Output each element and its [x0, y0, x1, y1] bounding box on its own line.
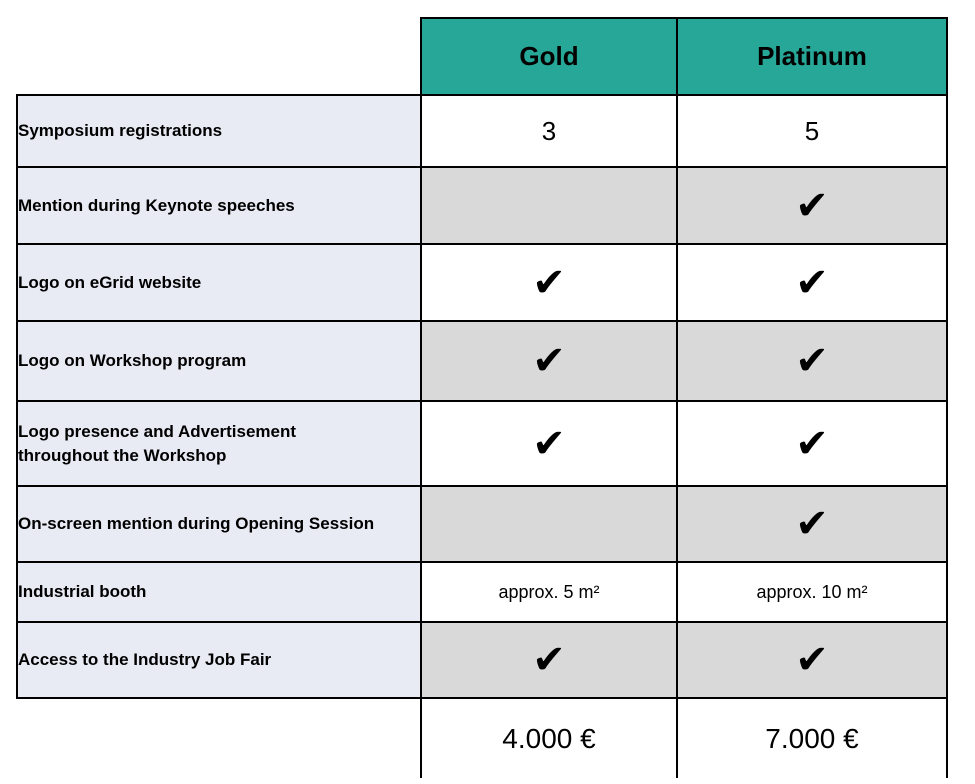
table-row [17, 401, 947, 486]
tier-platinum-header: Platinum [677, 18, 947, 95]
checkmark-icon: ✔ [795, 637, 829, 683]
gold-value [421, 244, 677, 321]
checkmark-icon: ✔ [795, 182, 829, 229]
table-row [17, 486, 947, 562]
checkmark-icon: ✔ [795, 420, 829, 467]
table-row [17, 321, 947, 401]
row-label [17, 401, 421, 486]
gold-value [421, 321, 677, 401]
platinum-value [677, 244, 947, 321]
checkmark-icon: ✔ [795, 501, 829, 547]
header-corner [17, 18, 421, 95]
checkmark-icon: ✔ [532, 637, 566, 683]
table-row [17, 244, 947, 321]
platinum-value [677, 167, 947, 244]
table-row [17, 167, 947, 244]
checkmark-icon: ✔ [795, 259, 829, 306]
gold-value [421, 167, 677, 244]
row-label: Logo on eGrid website [17, 244, 421, 321]
platinum-price: 7.000 € [677, 698, 947, 778]
sponsorship-table [16, 17, 948, 778]
checkmark-icon: ✔ [532, 338, 566, 384]
gold-value [421, 622, 677, 698]
gold-value: 3 [421, 95, 677, 167]
checkmark-icon: ✔ [795, 338, 829, 384]
row-label: Industrial booth [17, 562, 421, 622]
platinum-value [677, 401, 947, 486]
row-label: Access to the Industry Job Fair [17, 622, 421, 698]
row-label: Symposium registrations [17, 95, 421, 167]
price-row-blank [17, 698, 421, 778]
row-label: Mention during Keynote speeches [17, 167, 421, 244]
gold-value: approx. 5 m² [421, 562, 677, 622]
gold-value [421, 486, 677, 562]
row-label: Logo on Workshop program [17, 321, 421, 401]
platinum-value [677, 622, 947, 698]
row-label-text: Logo presence and Advertisement throughout the Workshop [18, 421, 297, 465]
gold-value [421, 401, 677, 486]
gold-price: 4.000 € [421, 698, 677, 778]
checkmark-icon: ✔ [532, 420, 566, 467]
platinum-value [677, 321, 947, 401]
price-row [17, 698, 947, 778]
platinum-value [677, 486, 947, 562]
tier-gold-header: Gold [421, 18, 677, 95]
table-row [17, 562, 947, 622]
checkmark-icon: ✔ [532, 259, 566, 306]
platinum-value: 5 [677, 95, 947, 167]
table-row [17, 622, 947, 698]
table-row [17, 95, 947, 167]
platinum-value: approx. 10 m² [677, 562, 947, 622]
row-label: On-screen mention during Opening Session [17, 486, 421, 562]
